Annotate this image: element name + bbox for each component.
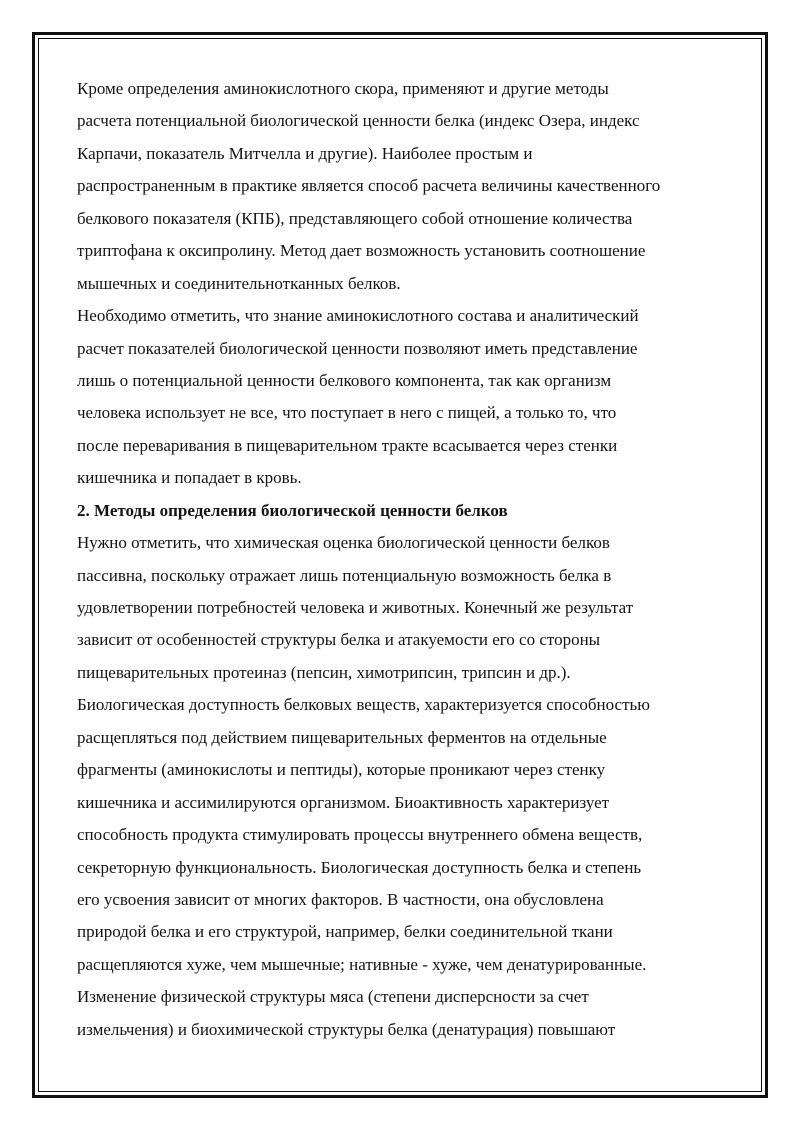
text-line: расщепляются хуже, чем мышечные; нативные - хуже, чем денатурированные. xyxy=(77,954,647,974)
document-body xyxy=(77,73,737,1046)
text-line: способность продукта стимулировать процессы внутреннего обмена веществ, xyxy=(77,825,643,845)
text-line: триптофана к оксипролину. Метод дает возможность установить соотношение xyxy=(77,241,646,261)
text-line: белкового показателя (КПБ), представляющего собой отношение количества xyxy=(77,208,633,228)
section-heading: 2. Методы определения биологической ценности белков xyxy=(77,500,508,520)
text-line: кишечника и ассимилируются организмом. Биоактивность характеризует xyxy=(77,792,610,812)
text-line: удовлетворении потребностей человека и животных. Конечный же результат xyxy=(77,598,634,617)
text-line: человека использует не все, что поступает в него с пищей, а только то, что xyxy=(77,403,617,423)
text-line: Биологическая доступность белковых веществ, характеризуется способностью xyxy=(77,695,650,715)
text-line: пищеварительных протеиназ (пепсин, химотрипсин, трипсин и др.). xyxy=(77,662,571,682)
text-line: Карпачи, показатель Митчелла и другие). Наиболее простым и xyxy=(77,143,533,163)
text-line: Изменение физической структуры мяса (степени дисперсности за счет xyxy=(77,987,589,1007)
text-line: расчета потенциальной биологической ценности белка (индекс Озера, индекс xyxy=(77,111,640,131)
text-line: лишь о потенциальной ценности белкового компонента, так как организм xyxy=(77,370,612,390)
text-line: измельчения) и биохимической структуры белка (денатурация) повышают xyxy=(77,1019,616,1039)
text-line: Нужно отметить, что химическая оценка биологической ценности белков xyxy=(77,533,610,553)
text-line: мышечных и соединительнотканных белков. xyxy=(77,273,401,293)
text-line: распространенным в практике является способ расчета величины качественного xyxy=(77,176,661,196)
text-line: пассивна, поскольку отражает лишь потенциальную возможность белка в xyxy=(77,565,612,585)
text-line: кишечника и попадает в кровь. xyxy=(77,468,302,488)
text-line: расчет показателей биологической ценности позволяют иметь представление xyxy=(77,338,638,358)
text-line: Кроме определения аминокислотного скора, применяют и другие методы xyxy=(77,79,609,98)
text-line: Необходимо отметить, что знание аминокислотного состава и аналитический xyxy=(77,306,639,326)
text-line: зависит от особенностей структуры белка и атакуемости его со стороны xyxy=(77,630,601,650)
text-line: фрагменты (аминокислоты и пептиды), которые проникают через стенку xyxy=(77,760,606,780)
text-line: после переваривания в пищеварительном тракте всасывается через стенки xyxy=(77,435,618,455)
text-line: расщепляться под действием пищеварительных ферментов на отдельные xyxy=(77,727,607,747)
text-line: его усвоения зависит от многих факторов. В частности, она обусловлена xyxy=(77,889,604,909)
text-line: секреторную функциональность. Биологическая доступность белка и степень xyxy=(77,857,642,877)
text-line: природой белка и его структурой, например, белки соединительной ткани xyxy=(77,922,613,942)
